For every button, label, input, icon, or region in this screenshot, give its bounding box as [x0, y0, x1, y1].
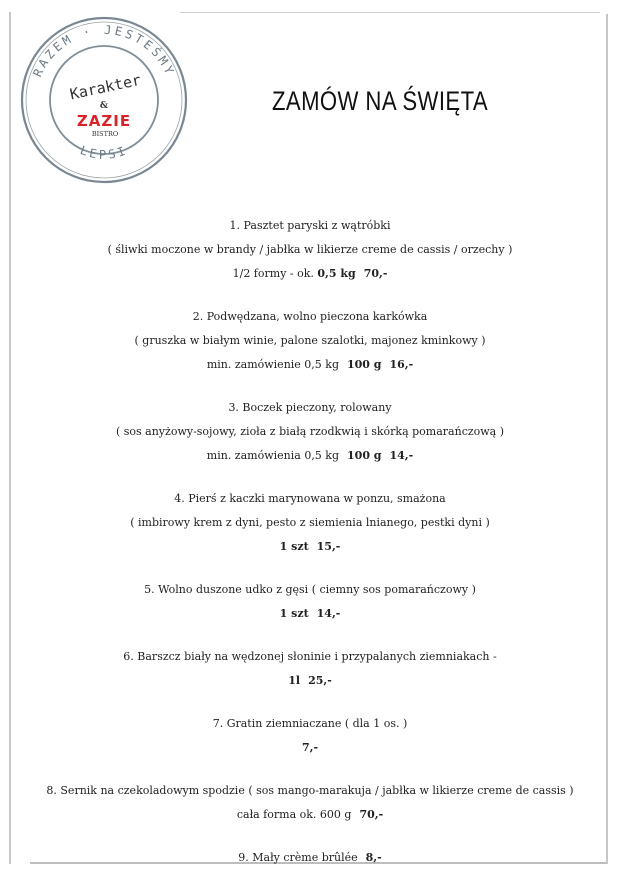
- menu-item: [0, 712, 620, 760]
- price: 7,-: [301, 741, 319, 754]
- menu-item-name: 9. Mały crème brûlée: [238, 851, 358, 864]
- menu-item-description: ( śliwki moczone w brandy / jabłka w likierze creme de cassis / orzechy ): [107, 243, 513, 256]
- price: 8,-: [365, 851, 382, 864]
- price: 14,-: [316, 607, 341, 620]
- quantity: 1 szt: [279, 540, 309, 553]
- stamp-ampersand: &: [99, 101, 109, 111]
- menu-item-name: 1. Pasztet paryski z wątróbki: [229, 219, 391, 232]
- menu-item-name: 2. Podwędzana, wolno pieczona karkówka: [192, 310, 428, 323]
- menu-item-quantity-price: [0, 602, 620, 626]
- menu-item-name-price: [0, 846, 620, 870]
- price: 25,-: [308, 674, 332, 687]
- quantity: 100 g: [347, 449, 382, 462]
- menu-item-description: ( imbirowy krem z dyni, pesto z siemienia lnianego, pestki dyni ): [130, 516, 490, 529]
- menu-item-name: 3. Boczek pieczony, rolowany: [228, 401, 392, 414]
- menu-item: [0, 645, 620, 693]
- page-title: ZAMÓW NA ŚWIĘTA: [271, 86, 489, 116]
- menu-item-quantity-price: [0, 736, 620, 760]
- menu-item-quantity-price: [0, 669, 620, 693]
- menu-item-name: 7. Gratin ziemniaczane ( dla 1 os. ): [212, 717, 408, 730]
- menu-list: [0, 214, 620, 889]
- menu-item-quantity-price: [0, 262, 620, 286]
- menu-item: [0, 779, 620, 827]
- menu-item: [0, 396, 620, 468]
- menu-item: [0, 305, 620, 377]
- quantity: 100 g: [347, 358, 382, 371]
- menu-item-description: ( gruszka w białym winie, palone szalotki, majonez kminkowy ): [134, 334, 486, 347]
- menu-item-name: 8. Sernik na czekoladowym spodzie ( sos mango-marakuja / jabłka w likierze creme de cassis ): [46, 784, 574, 797]
- stamp-brand-zazie: ZAZIE: [76, 112, 132, 130]
- quantity-prefix: 1/2 formy - ok.: [232, 267, 314, 280]
- menu-item-name: 4. Pierś z kaczki marynowana w ponzu, smażona: [174, 492, 446, 505]
- menu-item: [0, 487, 620, 559]
- menu-item-quantity-price: [0, 444, 620, 468]
- stamp-bottom-arc-text: LEPSI: [78, 142, 130, 162]
- quantity: 0,5 kg: [317, 267, 356, 280]
- price: 15,-: [316, 540, 341, 553]
- price: 14,-: [389, 449, 414, 462]
- quantity-prefix: min. zamówienia 0,5 kg: [206, 449, 340, 462]
- price: 70,-: [363, 267, 388, 280]
- price: 16,-: [389, 358, 414, 371]
- quantity-prefix: min. zamówienie 0,5 kg: [206, 358, 339, 371]
- stamp-brand-karakter: Karakter: [68, 70, 143, 104]
- menu-item-name: 6. Barszcz biały na wędzonej słoninie i przypalanych ziemniakach -: [123, 650, 497, 663]
- quantity: 1l: [288, 674, 301, 687]
- menu-item: [0, 578, 620, 626]
- menu-item: [0, 214, 620, 286]
- menu-item-name: 5. Wolno duszone udko z gęsi ( ciemny sos pomarańczowy ): [144, 583, 476, 596]
- quantity: 1 szt: [279, 607, 309, 620]
- menu-item-quantity-price: [0, 353, 620, 377]
- frame-line-top: [180, 12, 600, 13]
- stamp-brand-bistro: BISTRO: [91, 130, 119, 138]
- menu-item-quantity-price: [0, 803, 620, 827]
- menu-item: [0, 846, 620, 870]
- quantity-prefix: cała forma ok. 600 g: [236, 808, 352, 821]
- stamp-top-arc-text: RAZEM · JESTEŚMY: [30, 22, 178, 79]
- price: 70,-: [359, 808, 384, 821]
- menu-item-quantity-price: [0, 535, 620, 559]
- menu-item-description: ( sos anyżowy-sojowy, zioła z białą rzodkwią i skórką pomarańczową ): [115, 425, 505, 438]
